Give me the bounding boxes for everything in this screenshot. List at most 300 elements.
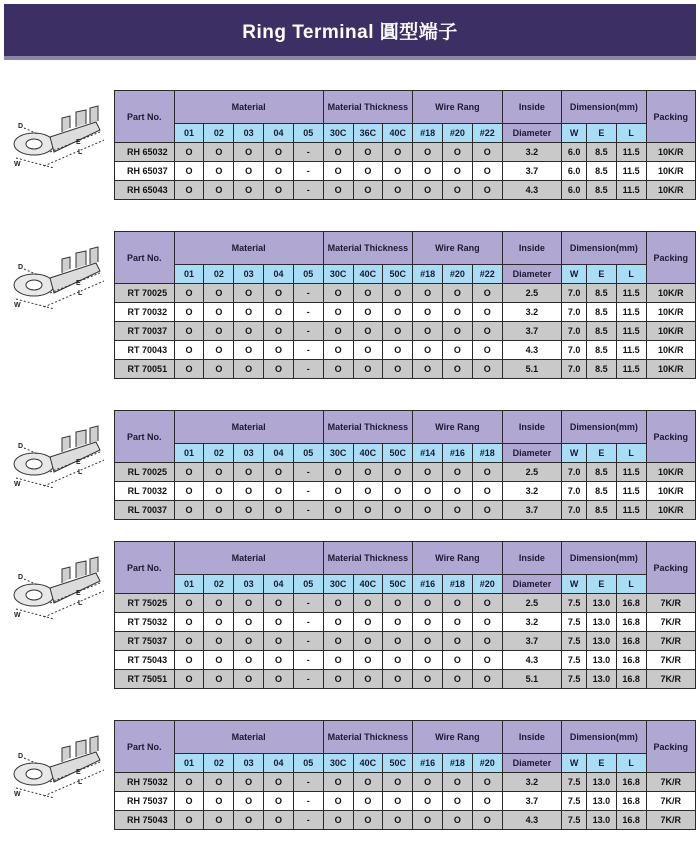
wire-cell: O — [472, 651, 502, 670]
material-cell: O — [234, 322, 264, 341]
subheader-wire-gauge: #20 — [442, 265, 472, 284]
material-cell: O — [264, 501, 294, 520]
thickness-cell: O — [353, 303, 383, 322]
header-material-thickness: Material Thickness — [323, 91, 412, 124]
wire-cell: O — [472, 162, 502, 181]
wire-cell: O — [472, 811, 502, 830]
thickness-cell: O — [383, 181, 413, 200]
diagram-label-d: D — [18, 264, 24, 271]
material-cell: - — [293, 360, 323, 379]
header-row — [115, 232, 696, 265]
dimension-w-cell: 7.5 — [562, 792, 587, 811]
thickness-cell: O — [353, 162, 383, 181]
table-row — [115, 773, 696, 792]
material-cell: O — [234, 651, 264, 670]
header-packing: Packing — [646, 232, 695, 284]
packing-cell: 10K/R — [646, 322, 695, 341]
page-header — [4, 4, 696, 60]
material-cell: O — [264, 162, 294, 181]
material-cell: O — [234, 482, 264, 501]
wire-cell: O — [442, 162, 472, 181]
subheader-material-code: 05 — [293, 124, 323, 143]
material-cell: O — [204, 322, 234, 341]
thickness-cell: O — [353, 773, 383, 792]
thickness-cell: O — [323, 594, 353, 613]
thickness-cell: O — [353, 463, 383, 482]
part-number-cell: RL 70025 — [115, 463, 175, 482]
wire-cell: O — [442, 322, 472, 341]
spec-table — [114, 231, 696, 379]
wire-cell: O — [472, 322, 502, 341]
thickness-cell: O — [323, 162, 353, 181]
dimension-w-cell: 6.0 — [562, 162, 587, 181]
material-cell: O — [174, 670, 204, 689]
subheader-thickness: 30C — [323, 575, 353, 594]
material-cell: O — [234, 181, 264, 200]
dimension-l-cell: 16.8 — [616, 613, 646, 632]
wire-cell: O — [472, 143, 502, 162]
table-row — [115, 501, 696, 520]
dimension-e-cell: 8.5 — [586, 501, 616, 520]
table-row — [115, 360, 696, 379]
thickness-cell: O — [383, 811, 413, 830]
diameter-cell: 3.2 — [502, 482, 562, 501]
subheader-diameter: Diameter — [502, 754, 562, 773]
subheader-dimension: L — [616, 265, 646, 284]
part-number-cell: RT 75037 — [115, 632, 175, 651]
dimension-w-cell: 7.0 — [562, 303, 587, 322]
thickness-cell: O — [383, 482, 413, 501]
wire-cell: O — [472, 181, 502, 200]
part-number-cell: RT 70025 — [115, 284, 175, 303]
subheader-row — [115, 444, 696, 463]
material-cell: O — [264, 613, 294, 632]
packing-cell: 10K/R — [646, 463, 695, 482]
subheader-thickness: 40C — [353, 444, 383, 463]
subheader-dimension: W — [562, 754, 587, 773]
wire-cell: O — [442, 632, 472, 651]
thickness-cell: O — [383, 670, 413, 689]
subheader-thickness: 40C — [353, 575, 383, 594]
subheader-wire-gauge: #14 — [413, 444, 443, 463]
material-cell: O — [204, 651, 234, 670]
material-cell: - — [293, 613, 323, 632]
header-wire-range: Wire Rang — [413, 411, 502, 444]
packing-cell: 10K/R — [646, 360, 695, 379]
header-material: Material — [174, 542, 323, 575]
subheader-material-code: 03 — [234, 444, 264, 463]
thickness-cell: O — [323, 322, 353, 341]
material-cell: O — [234, 162, 264, 181]
part-number-cell: RT 70051 — [115, 360, 175, 379]
material-cell: O — [264, 773, 294, 792]
packing-cell: 10K/R — [646, 501, 695, 520]
material-cell: O — [204, 613, 234, 632]
subheader-material-code: 04 — [264, 575, 294, 594]
diameter-cell: 3.7 — [502, 162, 562, 181]
subheader-dimension: L — [616, 575, 646, 594]
subheader-dimension: L — [616, 444, 646, 463]
header-row — [115, 91, 696, 124]
material-cell: O — [204, 360, 234, 379]
subheader-material-code: 02 — [204, 265, 234, 284]
diagram-label-e: E — [76, 769, 81, 776]
diagram-label-d: D — [18, 574, 24, 581]
part-number-cell: RT 75025 — [115, 594, 175, 613]
thickness-cell: O — [383, 303, 413, 322]
diagram-label-l: L — [78, 779, 83, 786]
material-cell: - — [293, 773, 323, 792]
dimension-e-cell: 8.5 — [586, 181, 616, 200]
wire-cell: O — [442, 613, 472, 632]
header-inside: Inside — [502, 91, 562, 124]
table-row — [115, 594, 696, 613]
table-row — [115, 463, 696, 482]
dimension-l-cell: 11.5 — [616, 482, 646, 501]
subheader-material-code: 05 — [293, 575, 323, 594]
material-cell: - — [293, 162, 323, 181]
material-cell: O — [264, 322, 294, 341]
material-cell: - — [293, 322, 323, 341]
part-number-cell: RH 65037 — [115, 162, 175, 181]
diagram-label-w: W — [14, 302, 21, 309]
material-cell: O — [234, 613, 264, 632]
dimension-l-cell: 16.8 — [616, 792, 646, 811]
subheader-wire-gauge: #16 — [442, 444, 472, 463]
material-cell: O — [174, 143, 204, 162]
header-packing: Packing — [646, 542, 695, 594]
diagram-label-e: E — [76, 139, 81, 146]
table-row — [115, 651, 696, 670]
header-material: Material — [174, 232, 323, 265]
dimension-l-cell: 11.5 — [616, 463, 646, 482]
thickness-cell: O — [323, 181, 353, 200]
material-cell: - — [293, 181, 323, 200]
subheader-material-code: 02 — [204, 754, 234, 773]
dimension-l-cell: 11.5 — [616, 341, 646, 360]
dimension-w-cell: 7.0 — [562, 322, 587, 341]
wire-cell: O — [442, 284, 472, 303]
spec-table — [114, 720, 696, 830]
material-cell: O — [264, 651, 294, 670]
diameter-cell: 4.3 — [502, 181, 562, 200]
header-part-no: Part No. — [115, 91, 175, 143]
part-number-cell: RT 75051 — [115, 670, 175, 689]
dimension-e-cell: 8.5 — [586, 360, 616, 379]
material-cell: O — [174, 594, 204, 613]
subheader-row — [115, 575, 696, 594]
packing-cell: 7K/R — [646, 773, 695, 792]
wire-cell: O — [413, 181, 443, 200]
material-cell: O — [234, 284, 264, 303]
material-cell: - — [293, 341, 323, 360]
diagram-label-d: D — [18, 123, 24, 130]
wire-cell: O — [413, 482, 443, 501]
table-row — [115, 613, 696, 632]
material-cell: O — [174, 284, 204, 303]
header-part-no: Part No. — [115, 232, 175, 284]
subheader-material-code: 04 — [264, 444, 294, 463]
header-material-thickness: Material Thickness — [323, 411, 412, 444]
dimension-w-cell: 7.0 — [562, 341, 587, 360]
subheader-material-code: 05 — [293, 265, 323, 284]
material-cell: - — [293, 651, 323, 670]
header-packing: Packing — [646, 91, 695, 143]
diameter-cell: 2.5 — [502, 284, 562, 303]
material-cell: - — [293, 284, 323, 303]
thickness-cell: O — [323, 284, 353, 303]
wire-cell: O — [442, 651, 472, 670]
material-cell: O — [234, 463, 264, 482]
wire-cell: O — [472, 463, 502, 482]
material-cell: O — [264, 632, 294, 651]
table-row — [115, 632, 696, 651]
wire-cell: O — [413, 811, 443, 830]
dimension-w-cell: 7.5 — [562, 651, 587, 670]
header-dimension: Dimension(mm) — [562, 721, 646, 754]
thickness-cell: O — [323, 463, 353, 482]
dimension-e-cell: 8.5 — [586, 143, 616, 162]
diagram-label-l: L — [78, 600, 83, 607]
subheader-material-code: 02 — [204, 124, 234, 143]
material-cell: O — [264, 143, 294, 162]
material-cell: O — [174, 773, 204, 792]
wire-cell: O — [413, 322, 443, 341]
diameter-cell: 2.5 — [502, 594, 562, 613]
material-cell: O — [204, 143, 234, 162]
table-row — [115, 322, 696, 341]
dimension-l-cell: 11.5 — [616, 501, 646, 520]
thickness-cell: O — [353, 594, 383, 613]
material-cell: O — [234, 341, 264, 360]
material-cell: - — [293, 632, 323, 651]
thickness-cell: O — [323, 792, 353, 811]
material-cell: O — [264, 482, 294, 501]
subheader-wire-gauge: #18 — [413, 124, 443, 143]
dimension-e-cell: 8.5 — [586, 482, 616, 501]
subheader-thickness: 36C — [353, 124, 383, 143]
material-cell: O — [264, 670, 294, 689]
header-dimension: Dimension(mm) — [562, 411, 646, 444]
header-material-thickness: Material Thickness — [323, 721, 412, 754]
wire-cell: O — [442, 463, 472, 482]
material-cell: O — [264, 360, 294, 379]
subheader-thickness: 40C — [353, 754, 383, 773]
subheader-thickness: 50C — [383, 575, 413, 594]
header-material-thickness: Material Thickness — [323, 232, 412, 265]
part-number-cell: RH 75037 — [115, 792, 175, 811]
ring-terminal-diagram — [4, 235, 114, 321]
subheader-wire-gauge: #22 — [472, 265, 502, 284]
thickness-cell: O — [323, 341, 353, 360]
part-number-cell: RH 65043 — [115, 181, 175, 200]
material-cell: O — [264, 594, 294, 613]
material-cell: O — [174, 811, 204, 830]
material-cell: O — [204, 670, 234, 689]
thickness-cell: O — [383, 613, 413, 632]
thickness-cell: O — [353, 613, 383, 632]
table-row — [115, 181, 696, 200]
header-wire-range: Wire Rang — [413, 542, 502, 575]
part-number-cell: RH 75032 — [115, 773, 175, 792]
wire-cell: O — [413, 143, 443, 162]
ring-terminal-diagram — [4, 94, 114, 180]
dimension-l-cell: 16.8 — [616, 651, 646, 670]
table-row — [115, 341, 696, 360]
subheader-dimension: W — [562, 265, 587, 284]
wire-cell: O — [472, 613, 502, 632]
dimension-w-cell: 7.5 — [562, 613, 587, 632]
thickness-cell: O — [383, 360, 413, 379]
subheader-dimension: W — [562, 124, 587, 143]
subheader-material-code: 04 — [264, 754, 294, 773]
wire-cell: O — [413, 501, 443, 520]
packing-cell: 10K/R — [646, 143, 695, 162]
material-cell: O — [174, 501, 204, 520]
wire-cell: O — [442, 773, 472, 792]
table-row — [115, 792, 696, 811]
header-material-thickness: Material Thickness — [323, 542, 412, 575]
diagram-label-e: E — [76, 459, 81, 466]
subheader-wire-gauge: #18 — [472, 444, 502, 463]
thickness-cell: O — [353, 651, 383, 670]
diameter-cell: 5.1 — [502, 670, 562, 689]
dimension-w-cell: 7.0 — [562, 482, 587, 501]
wire-cell: O — [413, 632, 443, 651]
wire-cell: O — [442, 501, 472, 520]
subheader-material-code: 03 — [234, 575, 264, 594]
dimension-l-cell: 16.8 — [616, 632, 646, 651]
wire-cell: O — [472, 632, 502, 651]
wire-cell: O — [413, 341, 443, 360]
subheader-thickness: 50C — [383, 265, 413, 284]
diameter-cell: 5.1 — [502, 360, 562, 379]
thickness-cell: O — [353, 632, 383, 651]
wire-cell: O — [442, 181, 472, 200]
diagram-label-e: E — [76, 280, 81, 287]
material-cell: O — [204, 162, 234, 181]
thickness-cell: O — [323, 632, 353, 651]
material-cell: O — [174, 482, 204, 501]
material-cell: O — [204, 181, 234, 200]
material-cell: O — [234, 594, 264, 613]
subheader-wire-gauge: #20 — [472, 754, 502, 773]
subheader-thickness: 30C — [323, 754, 353, 773]
material-cell: O — [174, 181, 204, 200]
wire-cell: O — [442, 594, 472, 613]
dimension-l-cell: 11.5 — [616, 303, 646, 322]
wire-cell: O — [472, 792, 502, 811]
dimension-e-cell: 8.5 — [586, 303, 616, 322]
subheader-wire-gauge: #18 — [442, 575, 472, 594]
thickness-cell: O — [323, 613, 353, 632]
wire-cell: O — [413, 670, 443, 689]
material-cell: - — [293, 143, 323, 162]
thickness-cell: O — [383, 594, 413, 613]
diameter-cell: 3.7 — [502, 792, 562, 811]
diagram-label-e: E — [76, 590, 81, 597]
wire-cell: O — [442, 303, 472, 322]
header-dimension: Dimension(mm) — [562, 91, 646, 124]
wire-cell: O — [472, 501, 502, 520]
material-cell: O — [204, 341, 234, 360]
thickness-cell: O — [323, 303, 353, 322]
ring-terminal-diagram — [4, 545, 114, 631]
wire-cell: O — [413, 360, 443, 379]
dimension-l-cell: 11.5 — [616, 360, 646, 379]
packing-cell: 10K/R — [646, 181, 695, 200]
header-row — [115, 542, 696, 575]
wire-cell: O — [413, 613, 443, 632]
subheader-material-code: 04 — [264, 265, 294, 284]
material-cell: O — [234, 360, 264, 379]
thickness-cell: O — [323, 651, 353, 670]
wire-cell: O — [472, 482, 502, 501]
dimension-e-cell: 8.5 — [586, 162, 616, 181]
subheader-material-code: 03 — [234, 754, 264, 773]
thickness-cell: O — [323, 482, 353, 501]
dimension-l-cell: 11.5 — [616, 322, 646, 341]
subheader-row — [115, 265, 696, 284]
part-number-cell: RL 70037 — [115, 501, 175, 520]
diagram-label-w: W — [14, 791, 21, 798]
dimension-e-cell: 8.5 — [586, 322, 616, 341]
dimension-l-cell: 16.8 — [616, 670, 646, 689]
header-wire-range: Wire Rang — [413, 91, 502, 124]
diameter-cell: 3.2 — [502, 143, 562, 162]
header-wire-range: Wire Rang — [413, 232, 502, 265]
wire-cell: O — [442, 482, 472, 501]
subheader-material-code: 05 — [293, 444, 323, 463]
dimension-e-cell: 8.5 — [586, 463, 616, 482]
material-cell: O — [204, 773, 234, 792]
subheader-diameter: Diameter — [502, 265, 562, 284]
spec-table — [114, 541, 696, 689]
thickness-cell: O — [323, 670, 353, 689]
dimension-w-cell: 7.5 — [562, 811, 587, 830]
thickness-cell: O — [383, 651, 413, 670]
wire-cell: O — [413, 162, 443, 181]
subheader-material-code: 03 — [234, 124, 264, 143]
header-inside: Inside — [502, 542, 562, 575]
subheader-dimension: E — [586, 265, 616, 284]
subheader-thickness: 50C — [383, 754, 413, 773]
material-cell: O — [204, 284, 234, 303]
diameter-cell: 3.7 — [502, 632, 562, 651]
packing-cell: 7K/R — [646, 792, 695, 811]
dimension-w-cell: 7.0 — [562, 463, 587, 482]
header-material: Material — [174, 721, 323, 754]
table-row — [115, 143, 696, 162]
material-cell: O — [234, 143, 264, 162]
subheader-dimension: W — [562, 444, 587, 463]
wire-cell: O — [413, 651, 443, 670]
dimension-w-cell: 7.5 — [562, 773, 587, 792]
subheader-row — [115, 754, 696, 773]
wire-cell: O — [413, 594, 443, 613]
ring-terminal-diagram — [4, 414, 114, 500]
table-row — [115, 284, 696, 303]
material-cell: O — [264, 792, 294, 811]
dimension-l-cell: 11.5 — [616, 143, 646, 162]
material-cell: O — [234, 501, 264, 520]
subheader-material-code: 01 — [174, 124, 204, 143]
diagram-label-l: L — [78, 149, 83, 156]
wire-cell: O — [472, 360, 502, 379]
subheader-thickness: 30C — [323, 444, 353, 463]
thickness-cell: O — [383, 284, 413, 303]
material-cell: O — [264, 463, 294, 482]
